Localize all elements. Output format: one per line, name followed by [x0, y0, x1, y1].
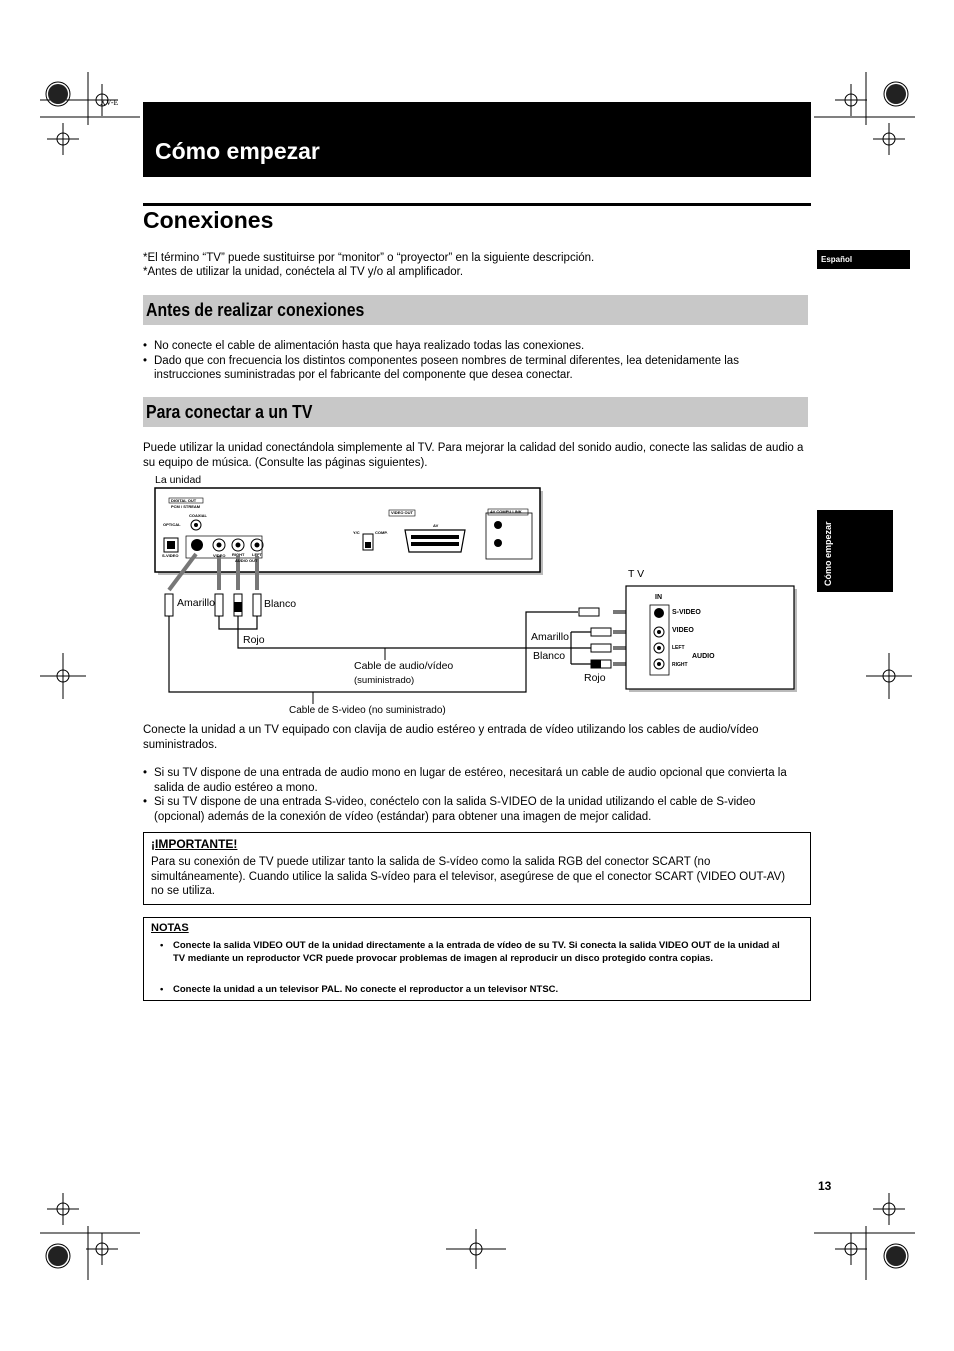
cable-av-label: Cable de audio/vídeo: [354, 660, 454, 672]
subsection-bar-2: [143, 397, 808, 427]
label-rojo-tv: Rojo: [584, 672, 606, 684]
subsection-bar-1: [143, 295, 808, 325]
cable-av-sublabel: (suministrado): [354, 675, 415, 686]
tv-right: RIGHT: [672, 662, 688, 668]
label-blanco-tv: Blanco: [533, 650, 566, 662]
note-item: • Conecte la unidad a un televisor PAL. No conecte el reproductor a un televisor NTSC.: [160, 984, 559, 995]
tv-label: T V: [628, 568, 645, 580]
section-rule: [143, 203, 811, 206]
panel-s-video: S-VIDEO: [162, 553, 179, 558]
subsection-title-2: Para conectar a un TV: [146, 402, 313, 422]
importante-box: [143, 832, 811, 905]
tv-video: VIDEO: [672, 627, 694, 634]
tv-in: IN: [655, 594, 662, 601]
panel-av: AV: [433, 523, 439, 528]
subsection-title-1: Antes de realizar conexiones: [146, 300, 365, 320]
intro-line-1: *El término “TV” puede sustituirse por “monitor” o “proyector” en la siguiente descripción.: [143, 252, 595, 264]
panel-video-out: VIDEO OUT: [391, 510, 414, 515]
panel-digital-out: DIGITAL OUT: [171, 498, 197, 503]
intro-line-2: *Antes de utilizar la unidad, conéctela al TV y/o al amplificador.: [143, 266, 464, 278]
label-amarillo-tv: Amarillo: [531, 631, 569, 643]
list-item: • Si su TV dispone de una entrada de audio mono en lugar de estéreo, necesitará un cable de audio opcional que convierta la salida de audio estéreo a mono.: [143, 767, 787, 794]
panel-left: LEFT: [252, 552, 262, 557]
label-blanco-unit: Blanco: [264, 598, 297, 610]
importante-title: ¡IMPORTANTE!: [151, 837, 238, 851]
language-tab[interactable]: [817, 250, 910, 269]
tv-audio: AUDIO: [692, 653, 715, 660]
page-title: Cómo empezar: [155, 138, 320, 164]
sub1-bullets: [143, 339, 808, 383]
after-paragraph: Conecte la unidad a un TV equipado con clavija de audio estéreo y entrada de vídeo utilizando los cables de audio/vídeo suministrados.: [143, 724, 759, 751]
section-title: Conexiones: [143, 207, 274, 233]
importante-text: Para su conexión de TV puede utilizar tanto la salida de S-vídeo como la salida RGB del conector SCART (no simultáneamente). Cuando utilice la salida S-vídeo para el televisor, asegúrese de que el conector SCART (VIDEO OUT-AV) no se utiliza.: [151, 856, 786, 897]
notas-box: [143, 917, 811, 1001]
intro-text: [143, 251, 803, 279]
connection-diagram: [143, 472, 811, 722]
language-label: Español: [821, 255, 853, 264]
label-amarillo-unit: Amarillo: [177, 597, 215, 609]
panel-pcm-stream: PCM / STREAM: [171, 504, 201, 509]
panel-audio-out: AUDIO OUT: [235, 558, 258, 563]
tv-s-video: S-VIDEO: [672, 609, 701, 616]
note-item: • Conecte la salida VIDEO OUT de la unidad directamente a la entrada de vídeo de su TV. Si conecta la salida VIDEO OUT de la unidad al TV mediante un reproductor VCR puede provocar problemas de imagen al reproducir un disco protegido contra copias.: [160, 940, 780, 964]
unit-label: La unidad: [155, 474, 202, 486]
panel-yc: Y/C: [353, 530, 360, 535]
panel-coaxial: COAXIAL: [189, 513, 207, 518]
chapter-tab-label: Cómo empezar: [823, 521, 833, 586]
chapter-tab[interactable]: [817, 510, 893, 592]
list-item: • Si su TV dispone de una entrada S-video, conéctelo con la salida S-VIDEO de la unidad utilizando el cable de S-video (opcional) además de la conexión de vídeo (estándar) para obtener una imagen de mejor calidad.: [143, 796, 756, 823]
cable-sv-label: Cable de S-video (no suministrado): [289, 705, 446, 716]
page-number: 13: [818, 1179, 832, 1193]
diagram-graphic: [143, 472, 811, 722]
panel-video: VIDEO: [213, 553, 226, 558]
panel-av-compu-link: AV COMPU LINK: [490, 509, 522, 514]
tv-left: LEFT: [672, 645, 685, 651]
sub2-paragraph: Puede utilizar la unidad conectándola simplemente al TV. Para mejorar la calidad del sonido audio, conecte las salidas de audio a su equipo de música. (Consulte las páginas siguientes).: [143, 442, 804, 469]
after-bullets: [143, 766, 808, 824]
list-item: • Dado que con frecuencia los distintos componentes poseen nombres de terminal diferentes, lea detenidamente las instrucciones suministradas por el fabricante del componente que desea conectar.: [143, 354, 739, 381]
notas-title: NOTAS: [151, 922, 189, 934]
label-rojo-unit: Rojo: [243, 634, 265, 646]
panel-comp: COMP.: [375, 530, 388, 535]
model-code: XV-E: [100, 98, 119, 107]
panel-optical: OPTICAL: [163, 522, 181, 527]
panel-right: RIGHT: [232, 552, 245, 557]
list-item: • No conecte el cable de alimentación hasta que haya realizado todas las conexiones.: [143, 340, 585, 352]
